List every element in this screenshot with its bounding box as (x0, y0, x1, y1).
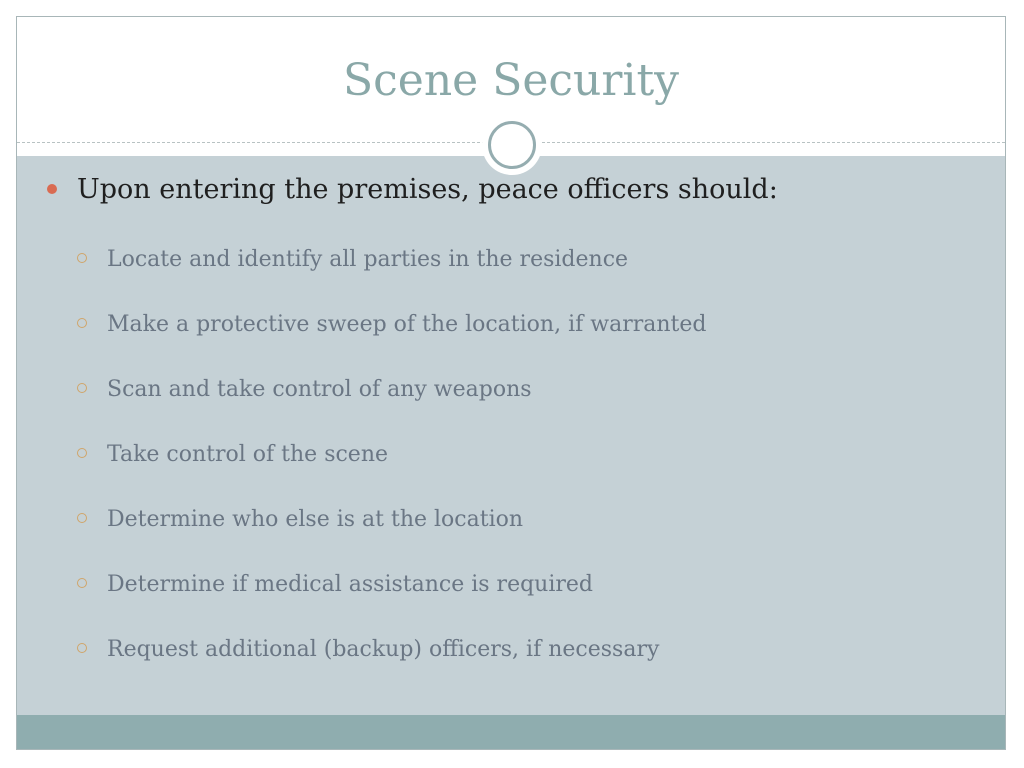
sub-bullet-item (77, 440, 977, 470)
sub-bullet-item (77, 505, 977, 535)
sub-bullet-text: Locate and identify all parties in the residence (107, 247, 629, 272)
sub-bullet-item (77, 245, 977, 275)
ring-bullet-icon (77, 253, 87, 263)
main-bullet-text: Upon entering the premises, peace officers should: (77, 174, 778, 205)
sub-bullet-text: Scan and take control of any weapons (107, 377, 532, 402)
sub-bullet-text: Take control of the scene (107, 442, 389, 467)
sub-bullet-text: Determine if medical assistance is required (107, 572, 593, 597)
ring-bullet-icon (77, 643, 87, 653)
ring-bullet-icon (77, 318, 87, 328)
sub-bullet-item (77, 375, 977, 405)
ring-bullet-icon (77, 578, 87, 588)
ring-inner (488, 121, 536, 169)
sub-bullet-text: Request additional (backup) officers, if necessary (107, 637, 660, 662)
sub-bullet-list (77, 245, 977, 700)
slide-title: Scene Security (343, 55, 679, 106)
sub-bullet-text: Determine who else is at the location (107, 507, 524, 532)
ring-bullet-icon (77, 383, 87, 393)
sub-bullet-item (77, 310, 977, 340)
sub-bullet-item (77, 635, 977, 665)
sub-bullet-item (77, 570, 977, 600)
bullet-dot-icon (47, 184, 57, 194)
sub-bullet-text: Make a protective sweep of the location, if warranted (107, 312, 707, 337)
slide (16, 16, 1006, 750)
decorative-ring-icon (482, 115, 542, 175)
ring-bullet-icon (77, 448, 87, 458)
main-bullet (47, 172, 987, 212)
ring-bullet-icon (77, 513, 87, 523)
footer-bar (17, 715, 1005, 749)
